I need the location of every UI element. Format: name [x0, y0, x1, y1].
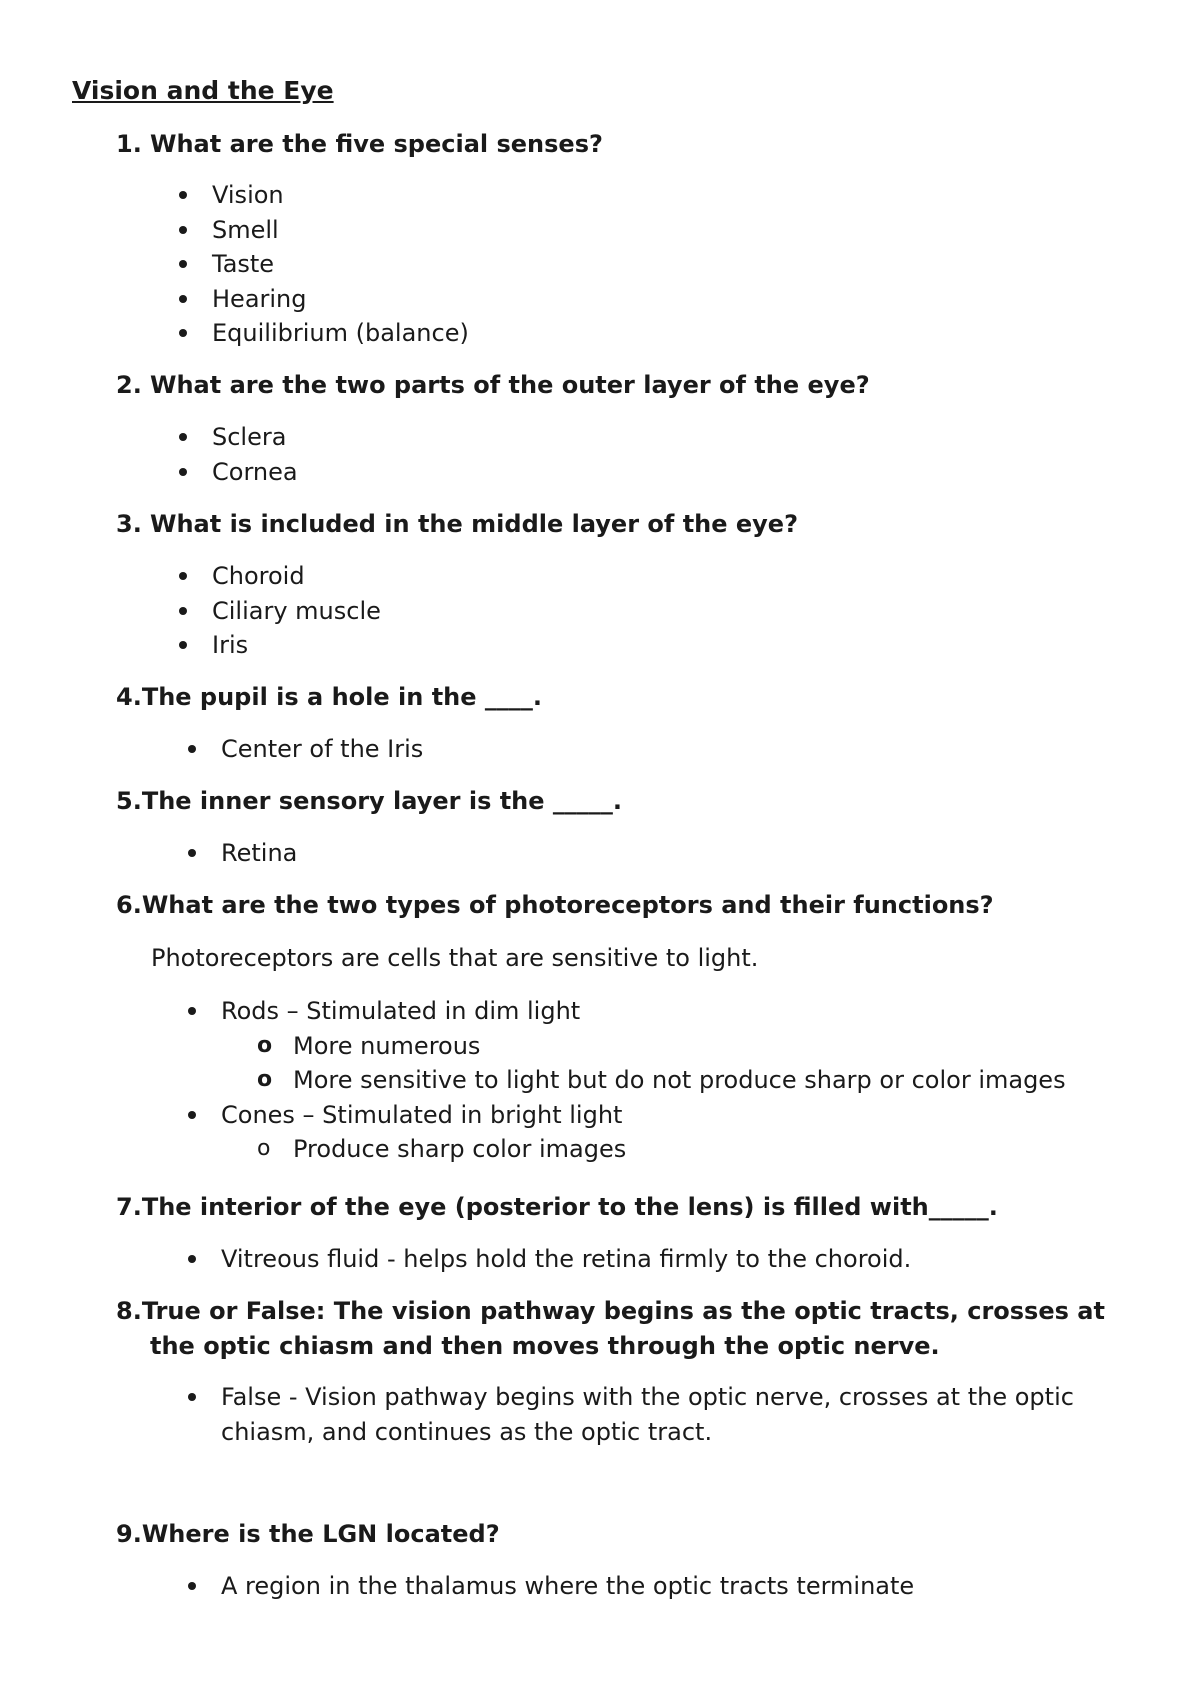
answer-text: Cones – Stimulated in bright light — [221, 1100, 623, 1129]
sub-answer-text: More numerous — [293, 1031, 481, 1060]
list-item — [221, 836, 297, 871]
question-text: The pupil is a hole in the ____. — [141, 683, 542, 711]
bullet-icon — [179, 191, 187, 199]
bullet-icon — [188, 1007, 196, 1015]
intro-paragraph: Photoreceptors are cells that are sensitive to light. — [151, 944, 759, 972]
answer-text: Vision — [212, 181, 284, 209]
bullet-icon — [188, 745, 196, 753]
question-number: 8. — [116, 1297, 142, 1325]
bullet-icon — [179, 572, 187, 580]
circle-bullet-icon: o — [257, 1032, 273, 1058]
answer-text-continued: chiasm, and continues as the optic tract. — [221, 1417, 713, 1446]
list-item — [212, 178, 469, 213]
list-item — [212, 420, 298, 455]
question-text: Where is the LGN located? — [141, 1520, 500, 1548]
answer-list-6 — [221, 994, 1066, 1167]
question-number: 4. — [116, 683, 142, 711]
sub-answer-text: Produce sharp color images — [293, 1135, 627, 1163]
bullet-icon — [179, 260, 187, 268]
answer-list-2 — [212, 420, 298, 489]
bullet-icon — [179, 468, 187, 476]
bullet-icon — [179, 607, 187, 615]
answer-list-4 — [221, 732, 423, 767]
question-text: What are the two parts of the outer layer of the eye? — [150, 371, 870, 399]
sub-answer-text: More sensitive to light but do not produce sharp or color images — [293, 1066, 1066, 1094]
list-item — [212, 316, 469, 351]
question-text: What are the five special senses? — [150, 130, 603, 158]
answer-text: Smell — [212, 215, 279, 244]
question-text: What are the two types of photoreceptors and their functions? — [141, 891, 994, 919]
question-number: 1. — [116, 130, 142, 158]
circle-bullet-icon: o — [257, 1067, 273, 1092]
bullet-icon — [188, 1393, 196, 1401]
bullet-icon — [188, 1255, 196, 1263]
bullet-icon — [179, 295, 187, 303]
answer-text: Vitreous fluid - helps hold the retina firmly to the choroid. — [221, 1245, 912, 1273]
circle-bullet-icon: o — [257, 1136, 271, 1161]
question-9 — [116, 1517, 500, 1552]
answer-text: Rods – Stimulated in dim light — [221, 997, 581, 1025]
question-number: 7. — [116, 1193, 142, 1221]
list-item — [221, 994, 1066, 1098]
question-4 — [116, 680, 542, 715]
bullet-icon — [179, 433, 187, 441]
question-1 — [116, 127, 603, 162]
answer-text: A region in the thalamus where the optic tracts terminate — [221, 1572, 915, 1600]
question-3 — [116, 507, 798, 542]
question-text: What is included in the middle layer of the eye? — [150, 510, 798, 538]
sub-list — [221, 1132, 1066, 1167]
question-number: 3. — [116, 510, 142, 538]
question-text: The interior of the eye (posterior to the lens) is filled with_____. — [141, 1193, 998, 1221]
question-text-continued: the optic chiasm and then moves through the optic nerve. — [150, 1332, 940, 1360]
document-title: Vision and the Eye — [72, 76, 334, 105]
answer-text: Choroid — [212, 562, 305, 590]
bullet-icon — [179, 226, 187, 234]
sub-list-item — [257, 1029, 1066, 1064]
question-7 — [116, 1190, 998, 1225]
answer-list-1 — [212, 178, 469, 351]
list-item — [212, 594, 381, 629]
question-5 — [116, 784, 622, 819]
answer-list-9 — [221, 1569, 914, 1604]
question-text: The inner sensory layer is the _____. — [141, 787, 623, 815]
question-number: 9. — [116, 1520, 142, 1548]
answer-list-3 — [212, 559, 381, 663]
list-item — [212, 628, 381, 663]
question-2 — [116, 368, 870, 403]
answer-text: Center of the Iris — [221, 735, 424, 763]
question-number: 5. — [116, 787, 142, 815]
answer-text: Iris — [212, 631, 249, 659]
answer-text: Ciliary muscle — [212, 596, 381, 625]
question-6 — [116, 888, 994, 923]
bullet-icon — [179, 329, 187, 337]
answer-text: False - Vision pathway begins with the optic nerve, crosses at the optic — [221, 1383, 1074, 1411]
list-item — [221, 1098, 1066, 1167]
answer-list-7 — [221, 1242, 911, 1277]
sub-list — [221, 1029, 1066, 1098]
answer-text: Hearing — [212, 284, 307, 313]
answer-text: Cornea — [212, 457, 298, 486]
answer-list-5 — [221, 836, 297, 871]
bullet-icon — [188, 1111, 196, 1119]
list-item — [221, 1569, 914, 1604]
question-number: 6. — [116, 891, 142, 919]
list-item — [212, 282, 469, 317]
list-item — [221, 732, 423, 767]
answer-text: Equilibrium (balance) — [212, 319, 469, 347]
answer-text: Sclera — [212, 423, 287, 451]
bullet-icon — [188, 849, 196, 857]
sub-list-item — [257, 1132, 1066, 1167]
list-item — [221, 1242, 911, 1277]
list-item — [212, 213, 469, 248]
question-text: True or False: The vision pathway begins as the optic tracts, crosses at — [141, 1297, 1105, 1325]
bullet-icon — [179, 641, 187, 649]
sub-list-item — [257, 1063, 1066, 1098]
answer-list-8 — [221, 1380, 1074, 1449]
answer-text: Retina — [221, 839, 298, 867]
list-item — [212, 247, 469, 282]
question-8 — [116, 1294, 1116, 1364]
answer-text: Taste — [212, 250, 275, 278]
list-item — [212, 455, 298, 490]
bullet-icon — [188, 1582, 196, 1590]
list-item — [221, 1380, 1074, 1449]
list-item — [212, 559, 381, 594]
question-number: 2. — [116, 371, 142, 399]
